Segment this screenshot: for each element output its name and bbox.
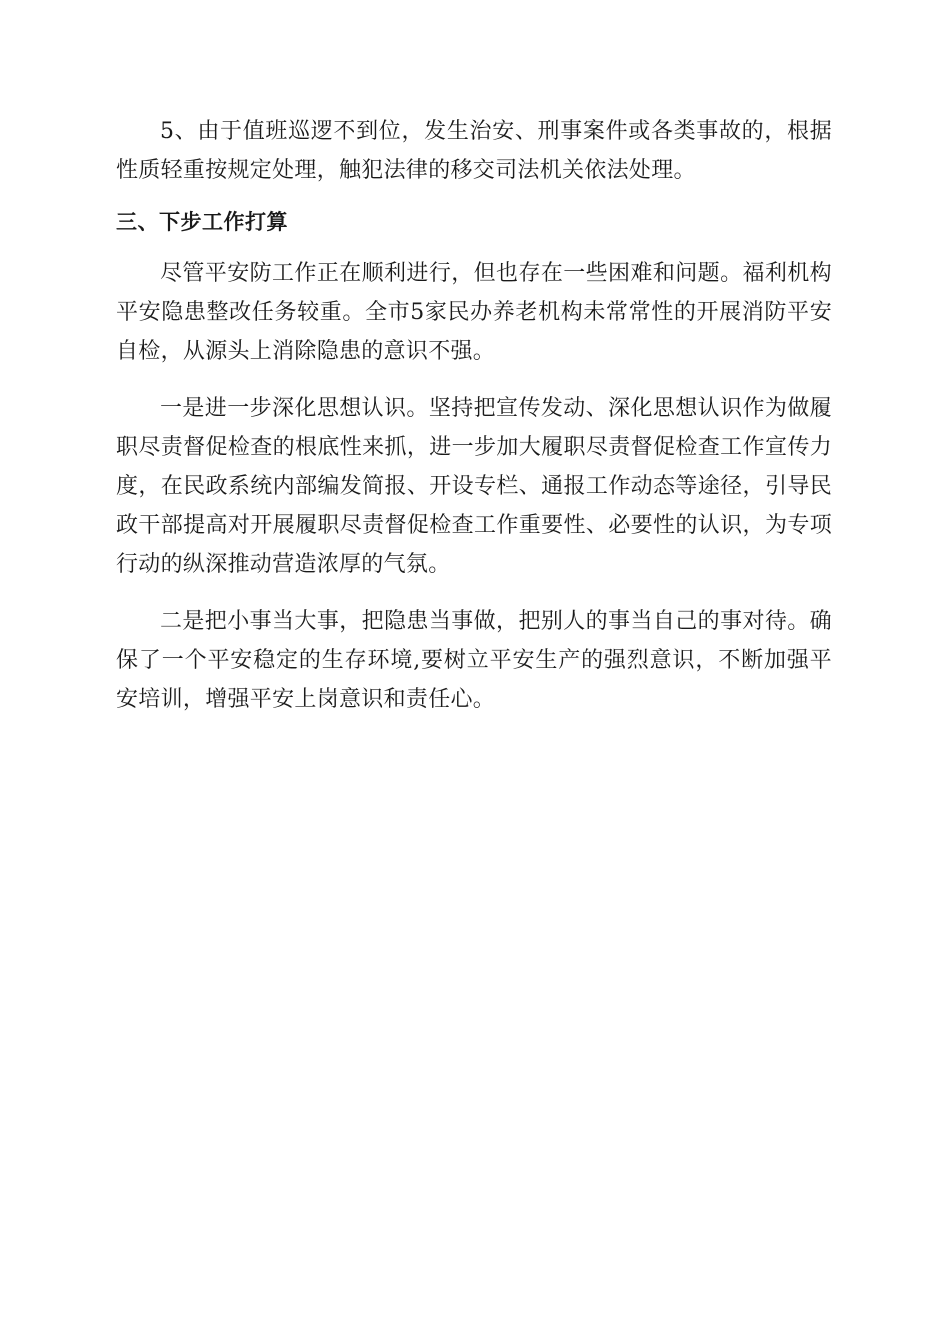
document-page: [116, 112, 832, 719]
paragraph-safety-awareness: 二是把小事当大事，把隐患当事做，把别人的事当自己的事对待。确保了一个平安稳定的生存环境,要树立平安生产的强烈意识，不断加强平安培训，增强平安上岗意识和责任心。: [116, 609, 832, 712]
paragraph-deepen-awareness: 一是进一步深化思想认识。坚持把宣传发动、深化思想认识作为做履职尽责督促检查的根底性来抓，进一步加大履职尽责督促检查工作宣传力度，在民政系统内部编发简报、开设专栏、通报工作动态等途径，引导民政干部提高对开展履职尽责督促检查工作重要性、必要性的认识，为专项行动的纵深推动营造浓厚的气氛。: [116, 396, 832, 577]
paragraph-problems: 尽管平安防工作正在顺利进行，但也存在一些困难和问题。福利机构平安隐患整改任务较重。全市5家民办养老机构未常常性的开展消防平安自检，从源头上消除隐患的意识不强。: [116, 261, 832, 364]
paragraph-duty-patrol: 5、由于值班巡逻不到位，发生治安、刑事案件或各类事故的，根据性质轻重按规定处理，触犯法律的移交司法机关依法处理。: [116, 119, 832, 183]
section-heading-next-steps: 三、下步工作打算: [116, 210, 288, 234]
